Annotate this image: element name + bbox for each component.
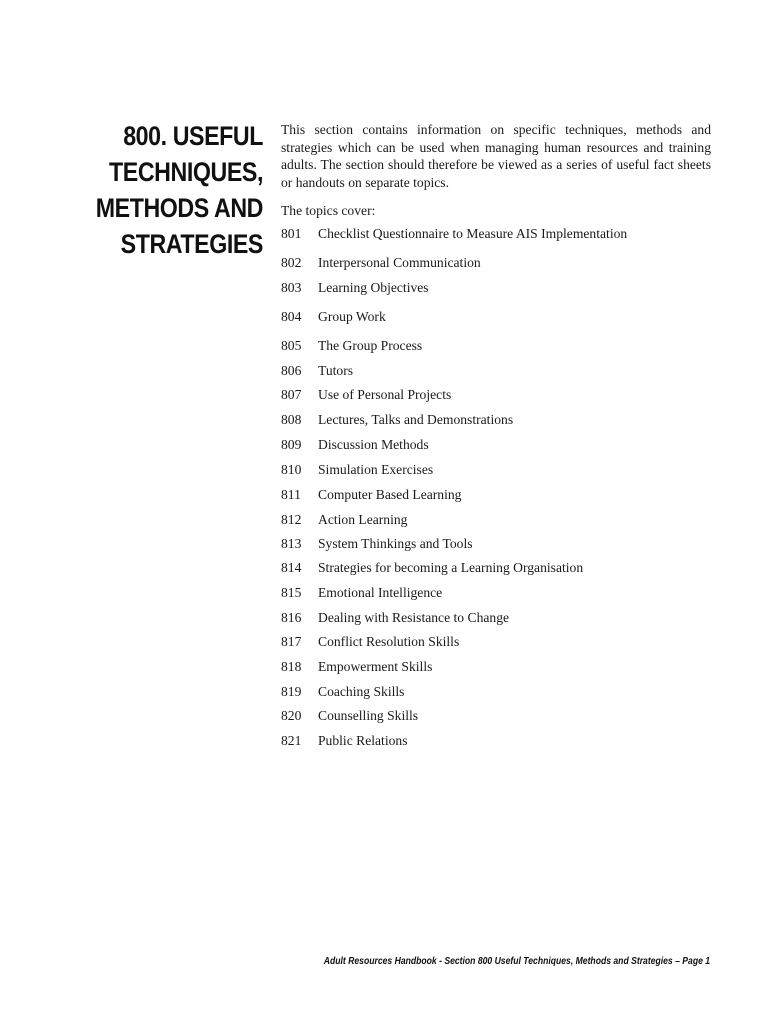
topic-code: 814 bbox=[281, 560, 302, 575]
topic-code: 820 bbox=[281, 708, 302, 723]
topic-item bbox=[281, 609, 509, 627]
topic-code: 801 bbox=[281, 226, 302, 241]
topic-code: 805 bbox=[281, 338, 302, 353]
topic-item bbox=[281, 559, 583, 577]
topic-title: Simulation Exercises bbox=[318, 462, 434, 477]
topic-title: Group Work bbox=[318, 309, 386, 324]
topic-item bbox=[281, 584, 442, 602]
topic-code: 818 bbox=[281, 659, 302, 674]
topic-title: Tutors bbox=[318, 363, 354, 378]
topic-item bbox=[281, 707, 418, 725]
topic-item bbox=[281, 411, 513, 429]
topic-item bbox=[281, 486, 461, 504]
topic-item bbox=[281, 362, 353, 380]
topic-title: Lectures, Talks and Demonstrations bbox=[318, 412, 514, 427]
section-heading-line: 800. USEFUL bbox=[123, 121, 263, 151]
topic-title: Coaching Skills bbox=[318, 684, 405, 699]
topic-title: The Group Process bbox=[318, 338, 423, 353]
topic-item bbox=[281, 279, 429, 297]
topic-code: 813 bbox=[281, 536, 302, 551]
topic-code: 806 bbox=[281, 363, 302, 378]
topic-title: Conflict Resolution Skills bbox=[318, 634, 460, 649]
topic-code: 810 bbox=[281, 462, 302, 477]
topic-item bbox=[281, 461, 433, 479]
topic-title: Action Learning bbox=[318, 512, 408, 527]
topic-item bbox=[281, 732, 408, 750]
topic-code: 803 bbox=[281, 280, 302, 295]
topic-code: 821 bbox=[281, 733, 302, 748]
section-heading bbox=[60, 118, 263, 262]
intro-paragraph: This section contains information on specific techniques, methods and strategies which can be used when managing human resources and training adults. The section should therefore be viewed as a series of useful fact sheets or handouts on separate topics. bbox=[281, 122, 711, 190]
topic-item bbox=[281, 225, 627, 243]
topic-title: Use of Personal Projects bbox=[318, 387, 452, 402]
topic-item bbox=[281, 337, 422, 355]
topic-code: 811 bbox=[281, 487, 301, 502]
topic-title: Interpersonal Communication bbox=[318, 255, 481, 270]
topic-title: Public Relations bbox=[318, 733, 408, 748]
topic-code: 819 bbox=[281, 684, 302, 699]
section-heading-line: STRATEGIES bbox=[120, 229, 263, 259]
topic-code: 804 bbox=[281, 309, 302, 324]
topic-code: 807 bbox=[281, 387, 302, 402]
topic-title: Strategies for becoming a Learning Organisation bbox=[318, 560, 584, 575]
topic-item bbox=[281, 658, 432, 676]
topic-title: Discussion Methods bbox=[318, 437, 429, 452]
topic-title: Computer Based Learning bbox=[318, 487, 462, 502]
topic-title: System Thinkings and Tools bbox=[318, 536, 473, 551]
topic-code: 802 bbox=[281, 255, 302, 270]
topic-title: Dealing with Resistance to Change bbox=[318, 610, 510, 625]
topics-lead: The topics cover: bbox=[281, 203, 376, 218]
topic-code: 808 bbox=[281, 412, 302, 427]
page-footer: Adult Resources Handbook - Section 800 Useful Techniques, Methods and Strategies – Page 1 bbox=[323, 955, 710, 967]
topic-title: Learning Objectives bbox=[318, 280, 429, 295]
topic-item bbox=[281, 535, 473, 553]
section-content bbox=[281, 121, 711, 748]
topic-item bbox=[281, 511, 407, 529]
topic-title: Emotional Intelligence bbox=[318, 585, 443, 600]
topic-item bbox=[281, 308, 386, 326]
section-heading-line: METHODS AND bbox=[95, 193, 263, 223]
section-heading-line: TECHNIQUES, bbox=[109, 157, 263, 187]
topic-item bbox=[281, 436, 429, 454]
topic-item bbox=[281, 254, 481, 272]
topic-title: Counselling Skills bbox=[318, 708, 419, 723]
topic-item bbox=[281, 633, 459, 651]
topic-code: 812 bbox=[281, 512, 302, 527]
topic-code: 817 bbox=[281, 634, 302, 649]
topic-item bbox=[281, 683, 404, 701]
topic-code: 809 bbox=[281, 437, 302, 452]
topic-title: Empowerment Skills bbox=[318, 659, 433, 674]
topic-code: 815 bbox=[281, 585, 302, 600]
topic-item bbox=[281, 386, 451, 404]
topic-code: 816 bbox=[281, 610, 302, 625]
topic-title: Checklist Questionnaire to Measure AIS Implementation bbox=[318, 226, 628, 241]
